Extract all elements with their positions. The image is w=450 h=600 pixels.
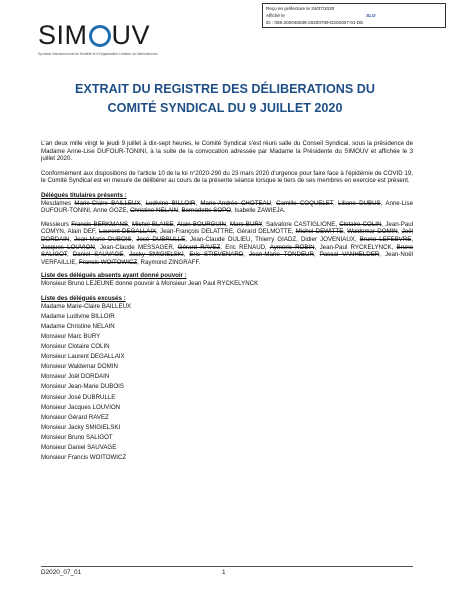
logo-text-start: SIM — [38, 20, 88, 50]
struck-delegate-name: Pascal VANHELDER — [319, 251, 380, 259]
delegate-text: , Eric RENAUD, — [220, 243, 270, 251]
struck-delegate-name: Marie-Claire BAILLEUX — [74, 199, 141, 207]
delegate-text: , Jean-Claude DULIEU, Thierry GIADZ, Didier JOVENIAUX, — [185, 235, 360, 243]
delegate-text: , — [195, 199, 201, 207]
document-title-line1: EXTRAIT DU REGISTRE DES DÉLIBERATIONS DU — [75, 82, 375, 96]
struck-delegate-name: Marie-Andrée CHOTEAU — [200, 199, 271, 207]
excused-delegate-item: Monsieur Francis WOITOWICZ — [41, 453, 127, 461]
excused-delegate-item: Monsieur Laurent DEGALLAIX — [41, 353, 125, 361]
struck-delegate-name: Jean-Marie DUBOIS — [74, 235, 132, 243]
struck-delegate-name: Jacky SMIGIELSKI — [129, 251, 184, 259]
struck-delegate-name: Francis BERKMANS — [71, 220, 129, 228]
delegate-text: , Jean-Noël VERFAILLIE, — [41, 251, 413, 266]
delegate-text: , — [183, 251, 190, 259]
excused-delegate-item: Monsieur Gérard RAVEZ — [41, 413, 109, 421]
excused-delegate-item: Madame Marie-Claire BAILLEUX — [41, 303, 132, 311]
struck-delegate-name: Waldemar DOMIN — [347, 228, 398, 236]
page-number: 1 — [222, 569, 226, 576]
delegate-text: , — [69, 235, 75, 243]
delegates-present-heading: Délégués titulaires présents : — [41, 191, 127, 199]
struck-delegate-name: Jean-Marie TONDEUR — [249, 251, 314, 259]
struck-delegate-name: Liliane DUBUS — [338, 199, 381, 207]
delegate-text: , Raymond ZINGRAFF. — [137, 258, 201, 266]
struck-delegate-name: Michel BLAISE — [131, 220, 174, 228]
delegate-text: , Jean-Claude MESSAGER, — [94, 243, 178, 251]
struck-delegate-name: Daniel SAUVAGE — [72, 251, 124, 259]
footer-divider — [41, 566, 413, 567]
delegates-present-women — [41, 200, 413, 215]
delegate-text: , — [332, 199, 339, 207]
delegate-text: Mesdames — [41, 199, 75, 207]
stamp-posted-line — [266, 12, 442, 19]
delegate-text: , — [397, 228, 402, 236]
struck-delegate-name: Jacques LOUVION — [41, 243, 95, 251]
struck-delegate-name: José DUBRULLE — [136, 235, 186, 243]
excused-heading: Liste des délégués excusés : — [41, 294, 126, 302]
delegate-text: , Anne-Lise DUFOUR-TONINI, Anne GOZE, — [41, 199, 414, 215]
delegate-text: , Jean-Paul COMYN, Alain DEF, — [41, 220, 413, 236]
struck-delegate-name: Alain BOURGUIN — [177, 220, 226, 228]
delegate-text: , — [140, 199, 146, 207]
delegate-text: , — [313, 251, 320, 259]
excused-delegate-item: Monsieur Jacky SMIGIELSKI — [41, 423, 121, 431]
delegate-text: , — [128, 220, 132, 228]
logo-ring-icon — [89, 25, 111, 47]
delegate-text: , — [225, 220, 230, 228]
delegate-text: , — [243, 251, 250, 259]
struck-delegate-name: Marc BURY — [229, 220, 262, 228]
delegate-text: , Salvatore CASTIGLIONE, — [261, 220, 340, 228]
excused-delegate-item: Monsieur Jacques LOUVION — [41, 403, 121, 411]
footer-reference: D2020_07_01 — [41, 569, 82, 576]
excused-delegate-item: Monsieur Daniel SAUVAGE — [41, 443, 117, 451]
excused-delegate-item: Monsieur Joël DORDAIN — [41, 373, 110, 381]
struck-delegate-name: Eric STIEVENARD — [189, 251, 244, 259]
excused-delegate-item: Monsieur Jean-Marie DUBOIS — [41, 383, 124, 391]
struck-delegate-name: Joël DORDAIN — [41, 228, 413, 243]
struck-delegate-name: Aymeric ROBIN — [269, 243, 315, 251]
logo-tagline: Syndicat Intercommunal de Mobilité et d'Organisation Urbaine du Valenciennois — [38, 52, 158, 56]
document-body — [41, 140, 413, 463]
struck-delegate-name: Clotaire COLIN — [339, 220, 382, 228]
stamp-posted-label: Affiché le — [266, 13, 285, 18]
delegate-text: , — [178, 207, 182, 215]
absent-proxy-text: Monsieur Bruno LEJEUNE donne pouvoir à Monsieur Jean Paul RYCKELYNCK — [41, 279, 259, 287]
struck-delegate-name: Laurent DEGALLAIX — [98, 228, 157, 236]
stamp-id-line: ID : 059-200046639-20200709-D202007-01-DE — [266, 20, 364, 25]
struck-delegate-name: Francis WOITOWICZ — [78, 258, 138, 266]
delegate-text: , — [123, 251, 130, 259]
delegate-text: , — [173, 220, 178, 228]
excused-delegate-item: Monsieur Waldemar DOMIN — [41, 363, 118, 371]
delegate-text: , Jean-Paul RYCKELYNCK, — [314, 243, 397, 251]
excused-delegate-item: Madame Ludivine BILLOIR — [41, 313, 115, 321]
delegates-present-men — [41, 221, 413, 267]
stamp-slo-mark: SLO — [366, 13, 376, 18]
struck-delegate-name: Ludivine BILLOIR — [145, 199, 196, 207]
excused-delegate-item: Madame Christine NELAIN — [41, 323, 115, 331]
struck-delegate-name: Michel DEWITTE — [295, 228, 344, 236]
struck-delegate-name: Bruno LEFEBVRE — [359, 235, 412, 243]
excused-delegate-item: Monsieur José DUBRULLE — [41, 393, 116, 401]
delegate-text: , — [411, 235, 414, 243]
simouv-logo — [38, 19, 198, 59]
document-title-line2: COMITÉ SYNDICAL DU 9 JUILLET 2020 — [107, 101, 343, 115]
struck-delegate-name: Bruno SALIGOT — [41, 243, 414, 259]
struck-delegate-name: Camille COQUELET — [276, 199, 333, 207]
delegate-text: , — [66, 251, 73, 259]
delegate-text: , — [271, 199, 277, 207]
delegate-text: , — [343, 228, 348, 236]
logo-text-end: UV — [111, 20, 151, 50]
excused-delegate-item: Monsieur Marc BURY — [41, 333, 101, 341]
excused-delegate-item: Monsieur Clotaire COLIN — [41, 343, 110, 351]
delegate-text: , — [131, 235, 137, 243]
delegate-text: , Jean-François DELATTRE, Gérard DELMOTTE, — [156, 228, 296, 236]
logo-wordmark — [38, 19, 198, 51]
struck-delegate-name: Gérard RAVEZ — [177, 243, 221, 251]
intro-paragraph-2: Conformément aux dispositions de l'article 10 de la loi n°2020-290 du 23 mars 2020 d'urgence pour faire face à l'épidémie de COVID 19, le Comité Syndical est en mesure de délibérer au cours de la présente séance lorsque le tiers de ses membres en exercice est présent. — [41, 169, 413, 185]
prefecture-stamp — [262, 3, 446, 28]
delegate-text: , Isabelle ZAWIEJA. — [231, 207, 286, 215]
absent-proxy-heading: Liste des délégués absents ayant donné pouvoir : — [41, 272, 187, 280]
excused-list — [41, 302, 413, 463]
excused-delegate-item: Monsieur Bruno SALIGOT — [41, 433, 113, 441]
struck-delegate-name: Christine NELAIN — [129, 207, 179, 215]
struck-delegate-name: Bernadette SOPO — [181, 207, 231, 215]
intro-paragraph-1: L'an deux mille vingt le jeudi 9 juillet à dix-sept heures, le Comité Syndical s'est réuni salle du Conseil Syndical, sous la présidence de Madame Anne-Lise DUFOUR-TONINI, à la suite de la convocation adressée par Madame la Présidente du SIMOUV et affichée le 3 juillet 2020. — [41, 140, 413, 163]
stamp-received-line: Reçu en préfecture le 24/07/2020 — [266, 6, 335, 11]
delegate-text: Messieurs — [41, 220, 72, 228]
